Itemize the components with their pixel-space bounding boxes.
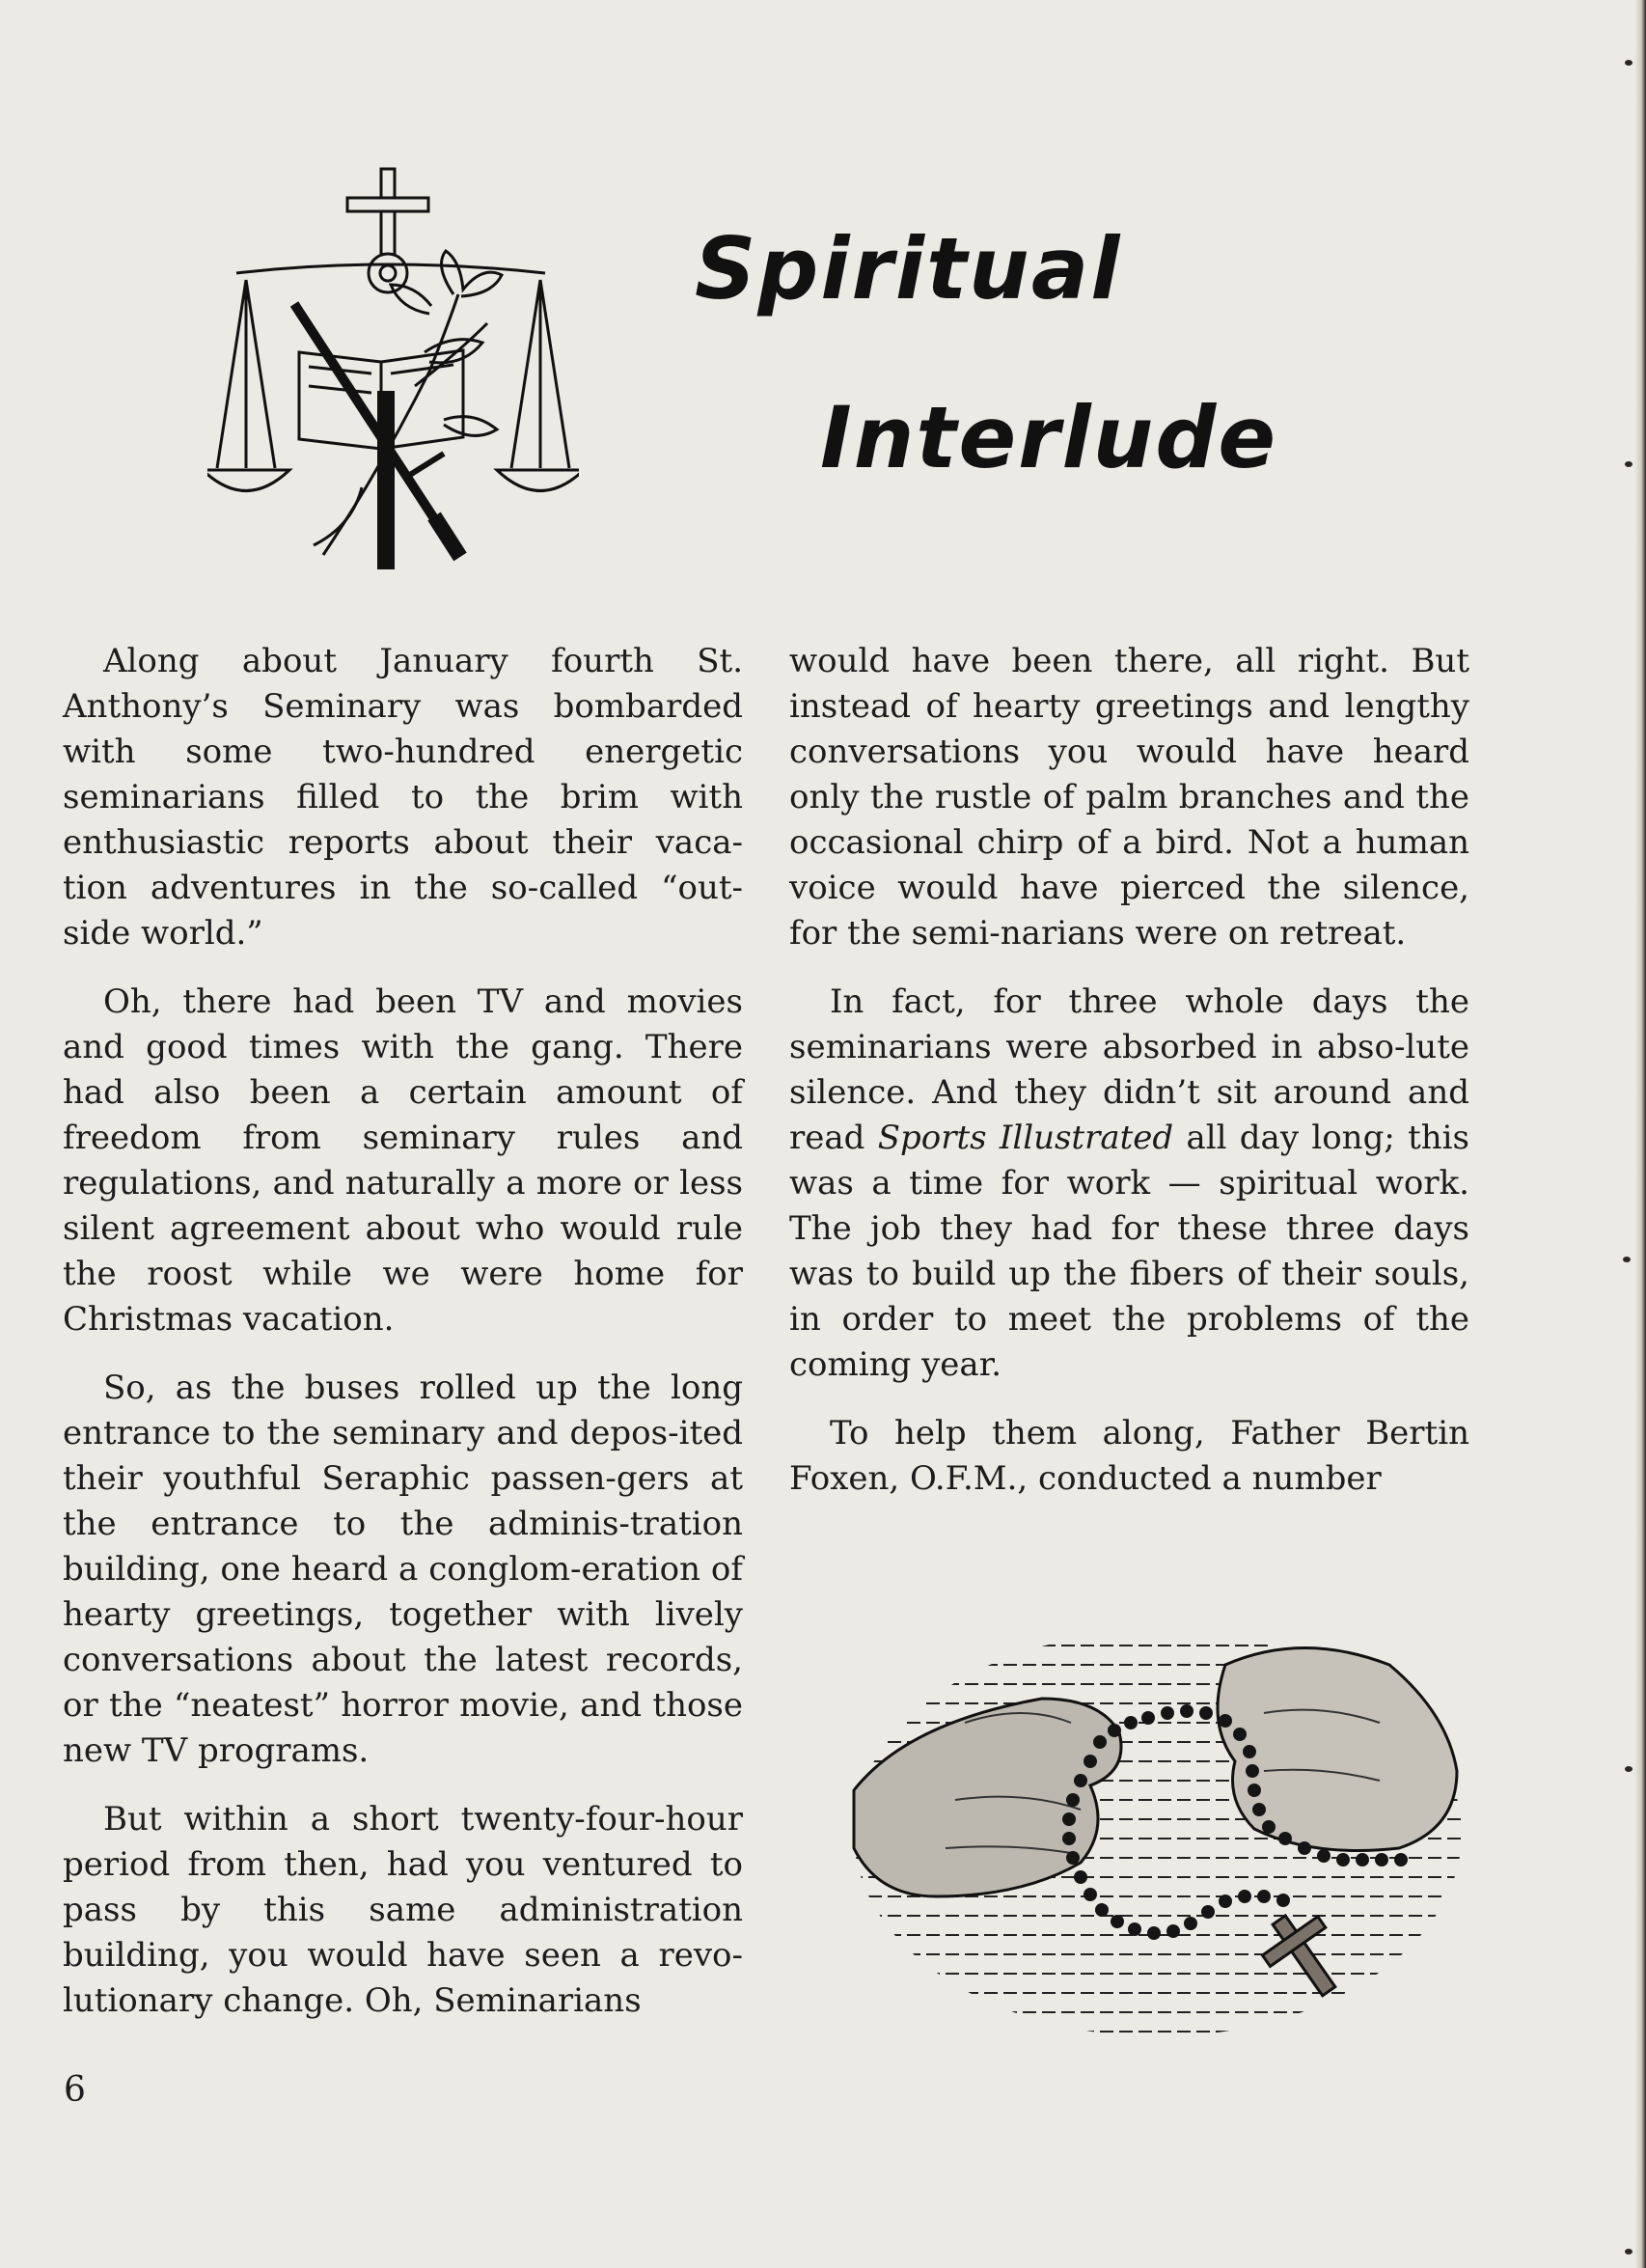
paragraph: Oh, there had been TV and movies and good times with the gang. There had also been a certain amount of freedom from seminary rules and regulations, and naturally a more or less silent agreement about who would rule the roost while we were home for Christmas vacation. [63,982,743,1339]
punch-mark [1625,2249,1632,2254]
scales-cross-emblem [207,159,579,574]
paragraph: But within a short twenty-four-hour period from then, had you ventured to pass by this same administration building, you would have seen a revo-lutionary change. Oh, Seminarians [63,1800,743,2020]
paragraph [789,980,1469,1388]
paragraph-text: all day long; this was a time for work — spiritual work. The job they had for these three days was to build up the fibers of their souls, in order to meet the problems of the coming year. [789,1119,1469,1384]
page-number: 6 [64,2070,86,2110]
punch-mark [1625,461,1632,467]
article-title [666,207,1341,497]
right-column [789,639,1469,1525]
paragraph: So, as the buses rolled up the long entrance to the seminary and depos-ited their youthful Seraphic passen-gers at the entrance to the adminis-tration building, one heard a conglom-eration of hearty greetings, together with lively conversations about the latest records, or the “neatest” horror movie, and those new TV programs. [63,1369,743,1770]
magazine-title: Sports Illustrated [877,1119,1174,1157]
paragraph: would have been there, all right. But instead of hearty greetings and lengthy conversations you would have heard only the rustle of palm branches and the occasional chirp of a bird. Not a human voice would have pierced the silence, for the semi-narians were on retreat. [789,642,1469,953]
binding-edge [1634,0,1646,2268]
title-line-2: Interlude [820,388,1278,487]
left-column [63,639,743,2047]
punch-mark [1623,1257,1631,1262]
title-line-1: Spiritual [695,219,1122,318]
paragraph: Along about January fourth St. Anthony’s Seminary was bombarded with some two-hundred energetic seminarians filled to the brim with enthusiastic reports about their vaca-tion adventures in the so-called “out-side world.” [63,642,743,953]
paragraph: To help them along, Father Bertin Foxen, O.F.M., conducted a number [789,1414,1469,1498]
paragraph-text: In fact, for three whole days the seminarians were absorbed in abso-lute silence. And they didn’t sit around and read [789,982,1469,1157]
punch-mark [1625,1766,1632,1772]
praying-hands-rosary-illustration [849,1607,1467,2051]
punch-mark [1625,60,1632,66]
